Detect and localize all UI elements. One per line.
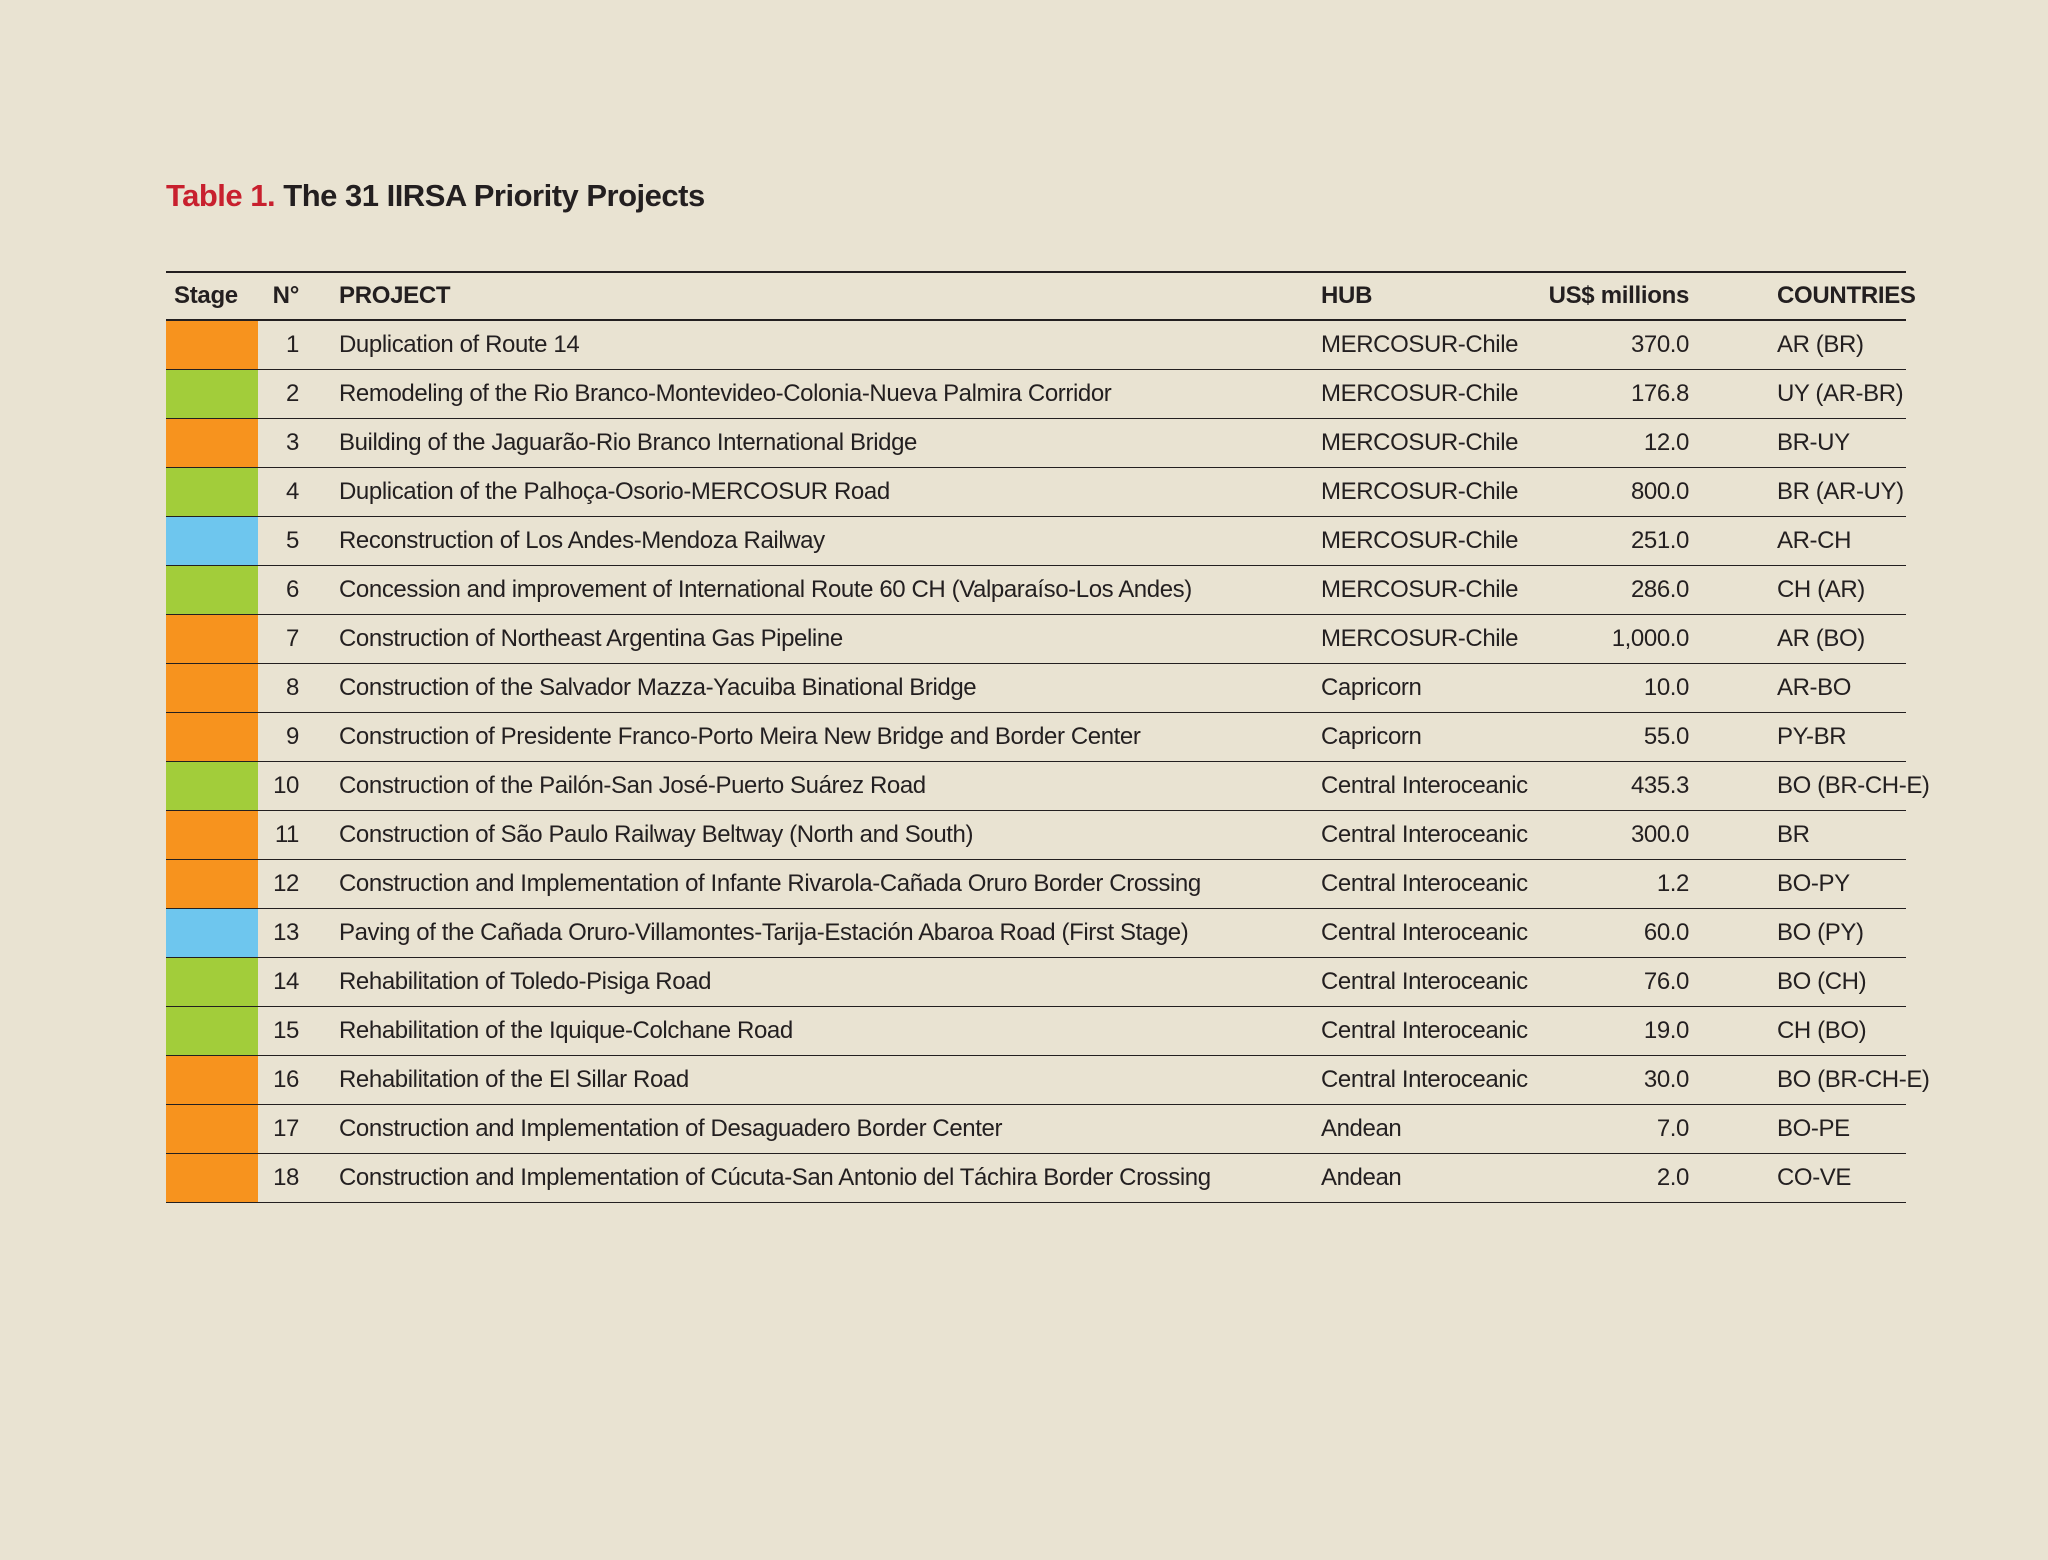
project-name: Paving of the Cañada Oruro-Villamontes-Tarija-Estación Abaroa Road (First Stage): [339, 919, 1189, 946]
row-number: 10: [273, 772, 299, 799]
row-number: 14: [273, 968, 299, 995]
stage-color-swatch: [166, 860, 258, 908]
table-caption-number: Table 1.: [166, 178, 276, 213]
row-number: 3: [286, 429, 299, 456]
row-number: 13: [273, 919, 299, 946]
cost-value: 286.0: [1630, 576, 1689, 603]
row-number: 7: [286, 625, 299, 652]
stage-color-swatch: [166, 468, 258, 516]
header-countries: COUNTRIES: [1777, 282, 1916, 309]
countries-value: CH (AR): [1777, 576, 1865, 603]
table-row: [166, 958, 1906, 1007]
table-row: [166, 566, 1906, 615]
cost-value: 1,000.0: [1611, 625, 1689, 652]
countries-value: BO-PY: [1777, 870, 1850, 897]
row-number: 1: [286, 331, 299, 358]
cost-value: 76.0: [1643, 968, 1689, 995]
project-name: Construction and Implementation of Cúcuta-San Antonio del Táchira Border Crossing: [339, 1164, 1211, 1191]
stage-cell: [166, 1105, 258, 1154]
countries-value: BR: [1777, 821, 1810, 848]
cost-value: 19.0: [1643, 1017, 1689, 1044]
row-number: 18: [273, 1164, 299, 1191]
hub-name: Capricorn: [1321, 674, 1422, 701]
project-name: Construction and Implementation of Infante Rivarola-Cañada Oruro Border Crossing: [339, 870, 1201, 897]
hub-name: Capricorn: [1321, 723, 1422, 750]
countries-value: AR-BO: [1777, 674, 1852, 701]
stage-color-swatch: [166, 909, 258, 957]
hub-name: Central Interoceanic: [1321, 968, 1528, 995]
row-number: 17: [273, 1115, 299, 1142]
cost-value: 10.0: [1643, 674, 1689, 701]
stage-cell: [166, 762, 258, 811]
cost-value: 251.0: [1630, 527, 1689, 554]
countries-value: BR (AR-UY): [1777, 478, 1904, 505]
cost-value: 1.2: [1656, 870, 1689, 897]
priority-projects-table: [166, 271, 1930, 1203]
table-row: [166, 517, 1906, 566]
table-row: [166, 468, 1906, 517]
header-project: PROJECT: [339, 282, 451, 309]
project-name: Duplication of the Palhoça-Osorio-MERCOSUR Road: [339, 478, 890, 505]
cost-value: 370.0: [1630, 331, 1689, 358]
table-row: [166, 1056, 1906, 1105]
table-row: [166, 713, 1906, 762]
project-name: Construction of São Paulo Railway Beltway (North and South): [339, 821, 974, 848]
project-name: Construction of Northeast Argentina Gas Pipeline: [339, 625, 843, 652]
cost-value: 55.0: [1643, 723, 1689, 750]
project-name: Remodeling of the Rio Branco-Montevideo-Colonia-Nueva Palmira Corridor: [339, 380, 1112, 407]
cost-value: 300.0: [1630, 821, 1689, 848]
stage-cell: [166, 958, 258, 1007]
hub-name: Central Interoceanic: [1321, 1017, 1528, 1044]
hub-name: MERCOSUR-Chile: [1321, 380, 1519, 407]
cost-value: 176.8: [1630, 380, 1689, 407]
hub-name: MERCOSUR-Chile: [1321, 331, 1519, 358]
cost-value: 60.0: [1643, 919, 1689, 946]
row-number: 12: [273, 870, 299, 897]
cost-value: 800.0: [1630, 478, 1689, 505]
countries-value: BO (CH): [1777, 968, 1867, 995]
hub-name: Central Interoceanic: [1321, 919, 1528, 946]
project-name: Construction and Implementation of Desaguadero Border Center: [339, 1115, 1003, 1142]
hub-name: MERCOSUR-Chile: [1321, 429, 1519, 456]
countries-value: CO-VE: [1777, 1164, 1852, 1191]
stage-color-swatch: [166, 664, 258, 712]
table-row: [166, 370, 1906, 419]
countries-value: BO-PE: [1777, 1115, 1850, 1142]
hub-name: MERCOSUR-Chile: [1321, 478, 1519, 505]
hub-name: MERCOSUR-Chile: [1321, 576, 1519, 603]
stage-cell: [166, 909, 258, 958]
countries-value: CH (BO): [1777, 1017, 1867, 1044]
stage-color-swatch: [166, 811, 258, 859]
table-row: [166, 320, 1906, 370]
header-hub: HUB: [1321, 282, 1373, 309]
countries-value: UY (AR-BR): [1777, 380, 1904, 407]
countries-value: BO (PY): [1777, 919, 1864, 946]
stage-color-swatch: [166, 1007, 258, 1055]
project-name: Duplication of Route 14: [339, 331, 580, 358]
stage-color-swatch: [166, 517, 258, 565]
hub-name: Central Interoceanic: [1321, 870, 1528, 897]
stage-color-swatch: [166, 958, 258, 1006]
table-row: [166, 419, 1906, 468]
table-row: [166, 615, 1906, 664]
stage-cell: [166, 811, 258, 860]
hub-name: MERCOSUR-Chile: [1321, 527, 1519, 554]
header-row: [166, 272, 1906, 320]
stage-cell: [166, 664, 258, 713]
cost-value: 7.0: [1656, 1115, 1689, 1142]
table-row: [166, 811, 1906, 860]
stage-cell: [166, 1007, 258, 1056]
header-cost: US$ millions: [1548, 282, 1689, 309]
countries-value: BR-UY: [1777, 429, 1850, 456]
countries-value: AR (BO): [1777, 625, 1865, 652]
stage-cell: [166, 860, 258, 909]
project-name: Construction of Presidente Franco-Porto Meira New Bridge and Border Center: [339, 723, 1141, 750]
project-name: Building of the Jaguarão-Rio Branco International Bridge: [339, 429, 917, 456]
project-name: Construction of the Salvador Mazza-Yacuiba Binational Bridge: [339, 674, 977, 701]
stage-color-swatch: [166, 370, 258, 418]
countries-value: AR-CH: [1777, 527, 1851, 554]
stage-color-swatch: [166, 566, 258, 614]
stage-cell: [166, 517, 258, 566]
row-number: 6: [286, 576, 299, 603]
countries-value: BO (BR-CH-E): [1777, 1066, 1930, 1093]
cost-value: 435.3: [1630, 772, 1689, 799]
project-name: Rehabilitation of the El Sillar Road: [339, 1066, 689, 1093]
table-caption-title: The 31 IIRSA Priority Projects: [283, 178, 705, 213]
header-stage: Stage: [174, 282, 238, 309]
table-row: [166, 762, 1906, 811]
table-caption: [166, 178, 705, 214]
row-number: 4: [286, 478, 299, 505]
hub-name: Central Interoceanic: [1321, 1066, 1528, 1093]
row-number: 9: [286, 723, 299, 750]
table-body: [166, 320, 1930, 1203]
stage-color-swatch: [166, 1056, 258, 1104]
stage-cell: [166, 713, 258, 762]
project-name: Reconstruction of Los Andes-Mendoza Railway: [339, 527, 825, 554]
cost-value: 12.0: [1643, 429, 1689, 456]
countries-value: BO (BR-CH-E): [1777, 772, 1930, 799]
project-name: Rehabilitation of the Iquique-Colchane Road: [339, 1017, 793, 1044]
stage-cell: [166, 1154, 258, 1203]
table-row: [166, 860, 1906, 909]
stage-cell: [166, 320, 258, 370]
table-row: [166, 1105, 1906, 1154]
stage-color-swatch: [166, 762, 258, 810]
countries-value: AR (BR): [1777, 331, 1864, 358]
cost-value: 30.0: [1643, 1066, 1689, 1093]
stage-color-swatch: [166, 1105, 258, 1153]
table-row: [166, 1007, 1906, 1056]
stage-color-swatch: [166, 615, 258, 663]
row-number: 16: [273, 1066, 299, 1093]
project-name: Construction of the Pailón-San José-Puerto Suárez Road: [339, 772, 926, 799]
hub-name: Andean: [1321, 1164, 1402, 1191]
table-header: [166, 272, 1916, 320]
stage-cell: [166, 1056, 258, 1105]
stage-color-swatch: [166, 713, 258, 761]
countries-value: PY-BR: [1777, 723, 1847, 750]
hub-name: Andean: [1321, 1115, 1402, 1142]
stage-cell: [166, 419, 258, 468]
row-number: 15: [273, 1017, 299, 1044]
cost-value: 2.0: [1656, 1164, 1689, 1191]
project-name: Concession and improvement of International Route 60 CH (Valparaíso-Los Andes): [339, 576, 1192, 603]
row-number: 5: [286, 527, 299, 554]
stage-cell: [166, 468, 258, 517]
stage-cell: [166, 615, 258, 664]
row-number: 2: [286, 380, 299, 407]
stage-color-swatch: [166, 419, 258, 467]
project-name: Rehabilitation of Toledo-Pisiga Road: [339, 968, 712, 995]
hub-name: Central Interoceanic: [1321, 772, 1528, 799]
stage-color-swatch: [166, 321, 258, 369]
header-number: N°: [272, 282, 299, 309]
row-number: 8: [286, 674, 299, 701]
hub-name: Central Interoceanic: [1321, 821, 1528, 848]
table-row: [166, 1154, 1906, 1203]
row-number: 11: [274, 821, 299, 848]
stage-cell: [166, 566, 258, 615]
hub-name: MERCOSUR-Chile: [1321, 625, 1519, 652]
stage-cell: [166, 370, 258, 419]
table-row: [166, 664, 1906, 713]
table-row: [166, 909, 1906, 958]
stage-color-swatch: [166, 1154, 258, 1202]
